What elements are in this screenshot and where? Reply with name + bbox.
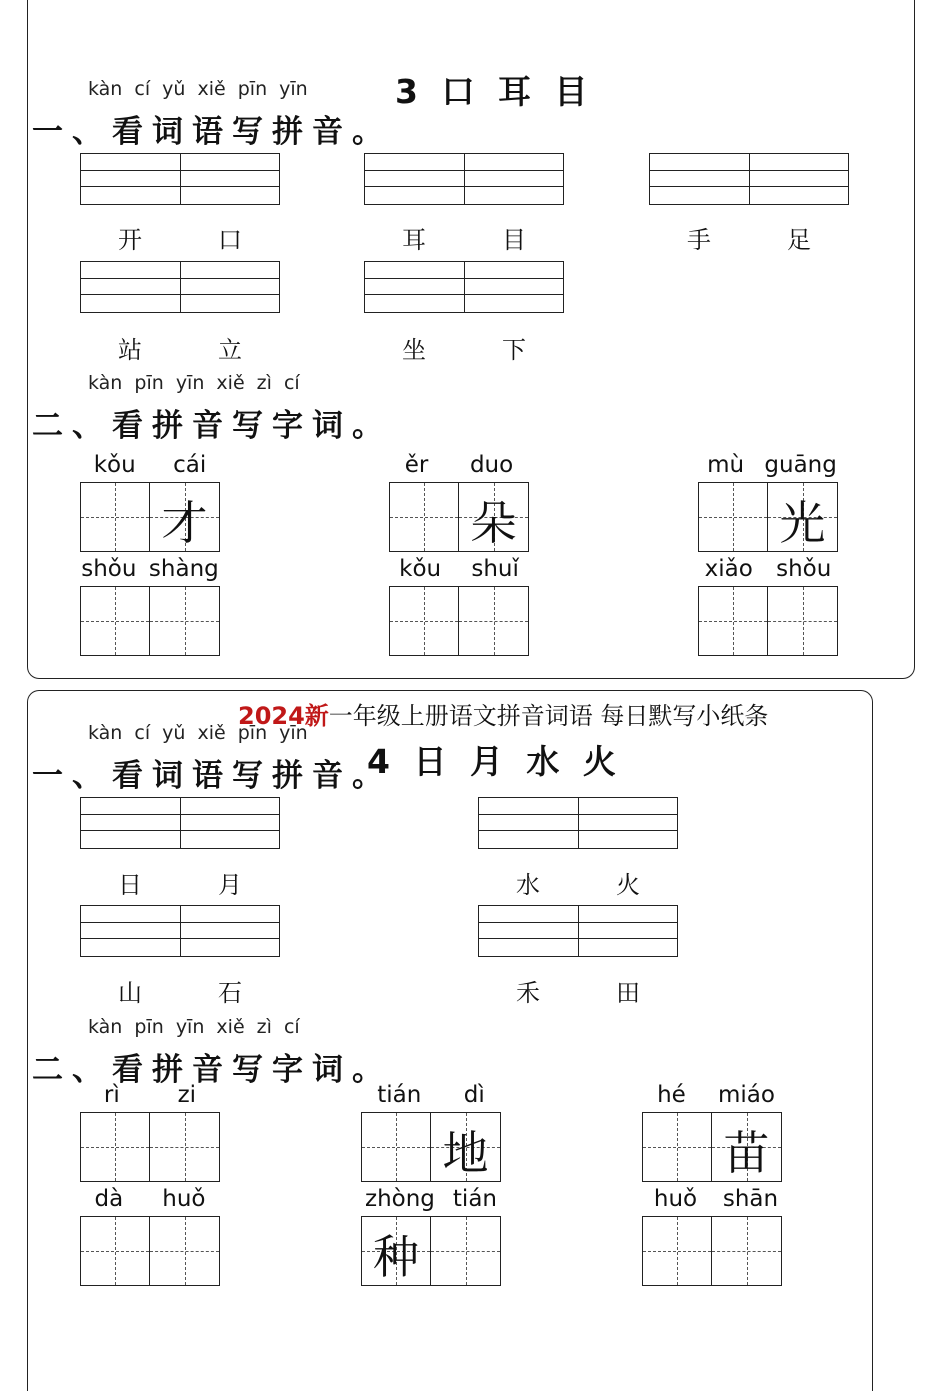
section2-heading: 二、看拼音写字词。 [32, 408, 392, 444]
section2-heading: 二、看拼音写字词。 [32, 1052, 392, 1088]
word-char: 火 [616, 871, 640, 899]
tianzi-grid[interactable] [80, 586, 220, 656]
section2-pinyin-hint: kàn pīn yīn xiě zì cí [88, 1016, 300, 1038]
word-char: 目 [502, 226, 526, 254]
grid-pinyin: kǒu shuǐ [399, 556, 519, 582]
section1-heading: 一、看词语写拼音。 [32, 114, 392, 150]
word-char: 月 [218, 871, 242, 899]
pinyin-box[interactable] [80, 797, 280, 849]
tianzi-grid[interactable] [698, 586, 838, 656]
tianzi-grid[interactable]: 地 [361, 1112, 501, 1182]
lesson-title: 4 日 月 水 火 [367, 742, 616, 781]
grid-pinyin: rì zi [103, 1082, 197, 1108]
grid-pinyin: zhòng tián [365, 1186, 497, 1212]
word-char: 足 [787, 226, 811, 254]
section1-pinyin-hint: kàn cí yǔ xiě pīn yīn [88, 722, 308, 744]
tianzi-grid[interactable]: 苗 [642, 1112, 782, 1182]
word-char: 坐 [402, 336, 426, 364]
pinyin-box[interactable] [364, 153, 564, 205]
grid-pinyin: huǒ shān [653, 1186, 779, 1212]
tianzi-grid[interactable]: 种 [361, 1216, 501, 1286]
word-char: 下 [502, 336, 526, 364]
pinyin-box[interactable] [478, 905, 678, 957]
pinyin-box[interactable] [80, 261, 280, 313]
pinyin-box[interactable] [80, 153, 280, 205]
word-char: 石 [218, 979, 242, 1007]
tianzi-grid[interactable]: 光 [698, 482, 838, 552]
section1-heading: 一、看词语写拼音。 [32, 758, 392, 794]
word-char: 手 [687, 226, 711, 254]
word-char: 站 [118, 336, 142, 364]
pinyin-box[interactable] [649, 153, 849, 205]
word-char: 田 [616, 979, 640, 1007]
word-char: 禾 [516, 979, 540, 1007]
grid-pinyin: xiǎo shǒu [704, 556, 832, 582]
section1-pinyin-hint: kàn cí yǔ xiě pīn yīn [88, 78, 308, 100]
tianzi-grid[interactable] [642, 1216, 782, 1286]
grid-pinyin: shǒu shàng [81, 556, 219, 582]
tianzi-grid[interactable] [80, 1216, 220, 1286]
word-char: 开 [118, 226, 142, 254]
grid-pinyin: dà huǒ [94, 1186, 206, 1212]
word-char: 耳 [402, 226, 426, 254]
pinyin-box[interactable] [364, 261, 564, 313]
word-char: 水 [516, 871, 540, 899]
page-banner: 2024新一年级上册语文拼音词语 每日默写小纸条 [238, 702, 769, 730]
tianzi-grid[interactable]: 朵 [389, 482, 529, 552]
word-char: 山 [118, 979, 142, 1007]
word-char: 日 [118, 871, 142, 899]
pinyin-box[interactable] [478, 797, 678, 849]
word-char: 立 [218, 336, 242, 364]
grid-pinyin: mù guāng [707, 452, 837, 478]
tianzi-grid[interactable] [80, 1112, 220, 1182]
lesson-title: 3 口 耳 目 [395, 72, 588, 111]
grid-pinyin: tián dì [377, 1082, 485, 1108]
pinyin-box[interactable] [80, 905, 280, 957]
word-char: 口 [218, 226, 242, 254]
tianzi-grid[interactable] [389, 586, 529, 656]
tianzi-grid[interactable]: 才 [80, 482, 220, 552]
grid-pinyin: kǒu cái [93, 452, 207, 478]
grid-pinyin: hé miáo [657, 1082, 775, 1108]
grid-pinyin: ěr duo [404, 452, 514, 478]
section2-pinyin-hint: kàn pīn yīn xiě zì cí [88, 372, 300, 394]
